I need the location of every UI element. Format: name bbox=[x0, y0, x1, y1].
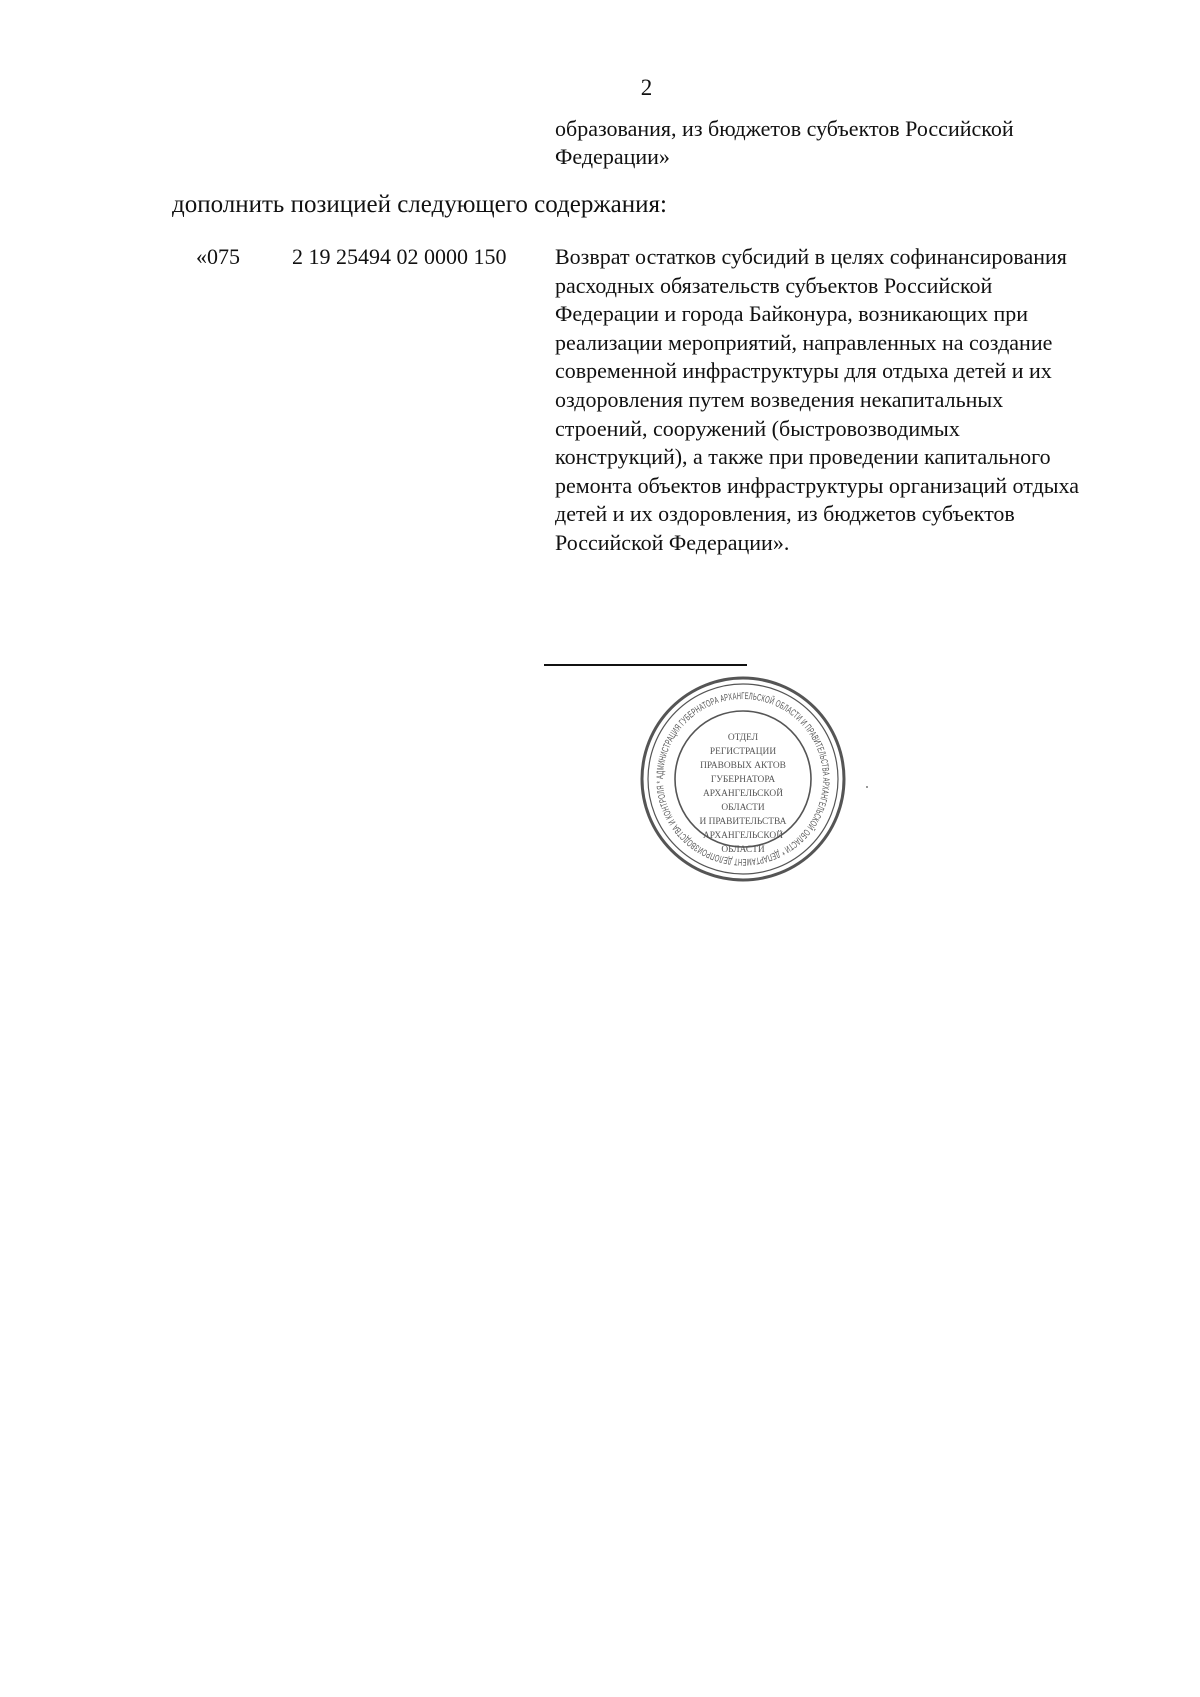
description-line: оздоровления путем возведения некапитальных bbox=[555, 386, 1004, 412]
seal-center-line: ОБЛАСТИ bbox=[721, 803, 765, 813]
description-line: детей и их оздоровления, из бюджетов субъектов bbox=[555, 501, 1015, 527]
budget-classification-code: 2 19 25494 02 0000 150 bbox=[292, 244, 507, 269]
page-number: 2 bbox=[640, 75, 653, 100]
description-line: расходных обязательств субъектов Российской bbox=[555, 272, 993, 298]
description-line: ремонта объектов инфраструктуры организаций отдыха bbox=[555, 472, 1080, 498]
seal-center-line: АРХАНГЕЛЬСКОЙ bbox=[703, 831, 783, 841]
description-line: Возврат остатков субсидий в целях софинансирования bbox=[555, 244, 1067, 269]
description-line: Российской Федерации». bbox=[555, 529, 790, 555]
seal-center-line: ПРАВОВЫХ АКТОВ bbox=[700, 761, 786, 771]
intro-text: дополнить позицией следующего содержания: bbox=[172, 191, 667, 218]
description-line: современной инфраструктуры для отдыха детей и их bbox=[555, 358, 1052, 384]
continuation-text bbox=[555, 115, 1155, 171]
admin-code: «075 bbox=[196, 244, 240, 269]
scan-speck bbox=[866, 786, 868, 788]
continuation-line: Федерации» bbox=[555, 144, 670, 169]
seal-center-line: ГУБЕРНАТОРА bbox=[710, 775, 776, 785]
description-line: реализации мероприятий, направленных на создание bbox=[555, 329, 1053, 355]
continuation-line: образования, из бюджетов субъектов Российской bbox=[555, 116, 1014, 141]
seal-center-line: АРХАНГЕЛЬСКОЙ bbox=[703, 789, 783, 799]
end-of-document-rule bbox=[544, 664, 747, 666]
entry-description bbox=[555, 243, 1155, 558]
round-official-seal-icon bbox=[638, 674, 848, 884]
description-line: конструкций), а также при проведении капитального bbox=[555, 444, 1051, 470]
seal-ring-text: АДМИНИСТРАЦИЯ ГУБЕРНАТОРА АРХАНГЕЛЬСКОЙ ОБЛАСТИ И ПРАВИТЕЛЬСТВА АРХАНГЕЛЬСКОЙ ОБЛАСТИ * ДЕПАРТАМЕНТ ДЕЛОПРОИЗВОДСТВА И КОНТРОЛЯ * bbox=[654, 690, 832, 868]
official-seal-stamp bbox=[638, 674, 848, 884]
seal-center-line: ОБЛАСТИ bbox=[721, 845, 765, 855]
seal-center-line: ОТДЕЛ bbox=[727, 733, 759, 743]
seal-center-line: И ПРАВИТЕЛЬСТВА bbox=[699, 817, 787, 827]
seal-center-line: РЕГИСТРАЦИИ bbox=[709, 747, 777, 757]
description-line: Федерации и города Байконура, возникающих при bbox=[555, 301, 1029, 327]
description-line: строений, сооружений (быстровозводимых bbox=[555, 415, 960, 441]
